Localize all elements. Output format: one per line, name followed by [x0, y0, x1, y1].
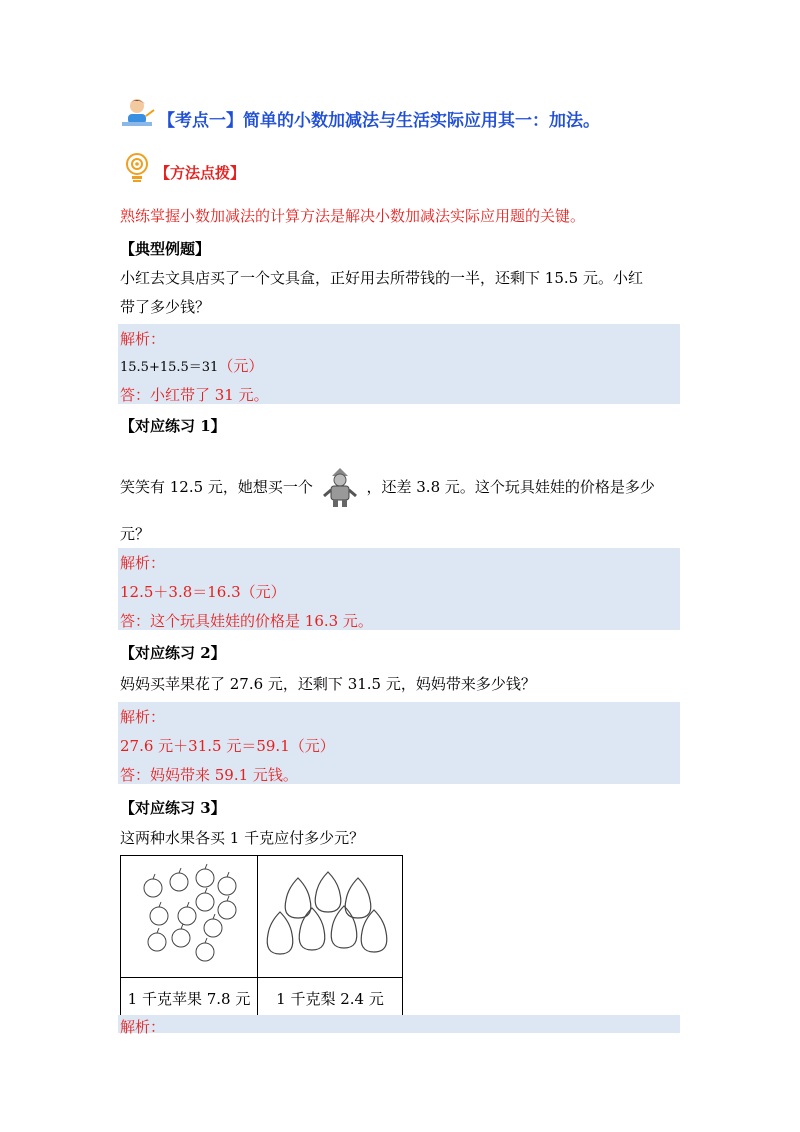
practice2-analysis-label: 解析： [120, 708, 166, 726]
example-question-line2: 带了多少钱？ [120, 298, 211, 316]
example-formula-unit: （元） [218, 357, 264, 375]
practice1-question-line1 [120, 468, 655, 508]
practice1-question-part1: 笑笑有 12.5 元，她想买一个 [120, 478, 313, 496]
practice2-answer: 答：妈妈带来 59.1 元钱。 [120, 766, 298, 784]
example-question-line1: 小红去文具店买了一个文具盒，正好用去所带钱的一半，还剩下 15.5 元。小红 [120, 269, 643, 287]
practice1-analysis-label: 解析： [120, 554, 166, 572]
pears-image [258, 856, 402, 973]
fruit-price-table [120, 855, 403, 1019]
practice1-question-line2: 元？ [120, 525, 151, 543]
section-title: 【考点一】简单的小数加减法与生活实际应用其一：加法。 [158, 111, 600, 131]
practice3-heading: 【对应练习 3】 [120, 799, 226, 817]
example-answer: 答：小红带了 31 元。 [120, 386, 269, 404]
apple-price-caption: 1 千克苹果 7.8 元 [121, 978, 258, 1019]
practice2-question: 妈妈买苹果花了 27.6 元，还剩下 31.5 元，妈妈带来多少钱？ [120, 675, 536, 693]
example-formula [120, 355, 263, 376]
lightbulb-icon [124, 152, 150, 184]
practice1-formula: 12.5＋3.8＝16.3（元） [120, 583, 286, 601]
pear-price-caption: 1 千克梨 2.4 元 [258, 978, 403, 1019]
apples-image-cell [121, 856, 258, 978]
example-analysis-label: 解析： [120, 330, 166, 348]
practice3-analysis-box [118, 1015, 680, 1033]
toy-doll-image [322, 468, 358, 508]
apples-image [121, 856, 257, 973]
practice3-analysis-label: 解析： [120, 1018, 166, 1036]
method-heading: 【方法点拨】 [155, 164, 246, 182]
example-heading: 【典型例题】 [120, 240, 211, 258]
example-formula-expression: 15.5+15.5＝31 [120, 360, 219, 375]
practice1-heading: 【对应练习 1】 [120, 417, 226, 435]
practice2-formula: 27.6 元＋31.5 元＝59.1（元） [120, 737, 335, 755]
practice3-question: 这两种水果各买 1 千克应付多少元？ [120, 829, 365, 847]
practice2-heading: 【对应练习 2】 [120, 644, 226, 662]
student-icon [120, 96, 156, 130]
practice1-question-part2: ，还差 3.8 元。这个玩具娃娃的价格是多少 [366, 478, 655, 496]
pears-image-cell [258, 856, 403, 978]
practice1-answer: 答：这个玩具娃娃的价格是 16.3 元。 [120, 612, 373, 630]
method-text: 熟练掌握小数加减法的计算方法是解决小数加减法实际应用题的关键。 [120, 207, 586, 225]
